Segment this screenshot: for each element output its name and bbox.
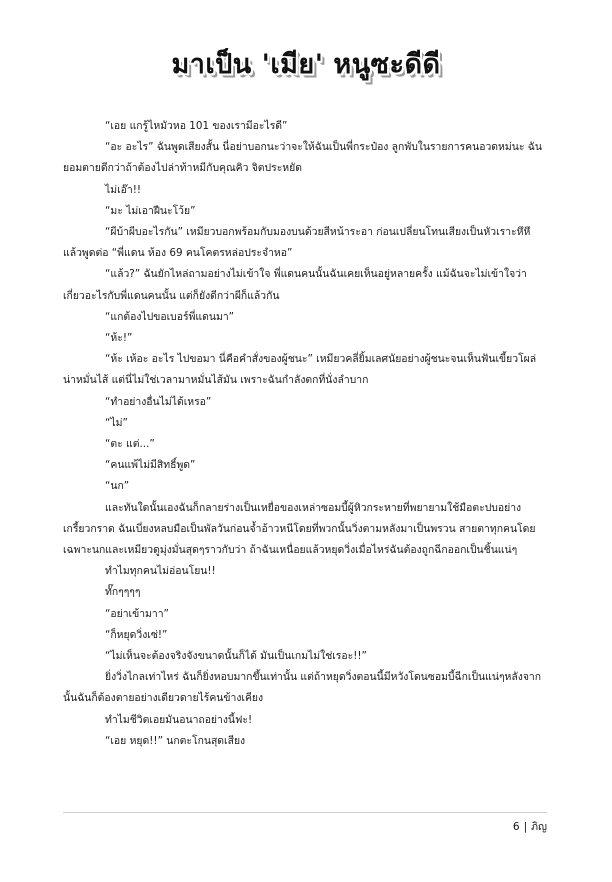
paragraph: “เอย แกรู้ไหมัวหอ 101 ของเรามีอะไรดี” (105, 120, 288, 132)
paragraph: “เอย หยุด!!” นกตะโกนสุดเสียง (105, 734, 246, 747)
paragraph: “นก” (105, 480, 130, 493)
paragraph: “ห้ะ!” (105, 332, 133, 345)
paragraph: “มะ ไม่เอาฝืนะโว้ย” (105, 204, 196, 217)
paragraph: “แกต้องไปขอเบอร์พี่แดนมา” (105, 310, 235, 323)
story-body (63, 116, 547, 752)
paragraph: ยิ่งวิ่งไกลเท่าไหร่ ฉันก็ยิ่งหอบมากขึ้นเท่านั้น แต่ถ้าหยุดวิ่งตอนนี้มีหวังโดนซอมบี้ฉีกเป็นแน่ๆหลังจากนั้นฉันก็ต้องตายอย่างเดียวดายไร้คนข้างเคียง (63, 671, 542, 705)
paragraph: ไม่เอ๊า!! (105, 183, 142, 196)
page-footer (513, 818, 547, 835)
paragraph: “ทำอย่างอื่นไม่ได้เหรอ” (105, 395, 212, 408)
paragraph: ทำไมทุกคนไม่อ่อนโยน!! (105, 565, 216, 578)
paragraph: “ผีบ้าผีบอะไรกัน” เหมียวบอกพร้อมกับมองบนด้วยสีหน้าระอา ก่อนเปลี่ยนโทนเสียงเป็นหัวเราะหึหึ แล้วพูดต่อ “พี่แดน ห้อง 69 คนโคตรหล่อประจำหอ” (63, 226, 531, 260)
header-title: มาเป็น 'เมีย' หนูซะดีดี (171, 49, 441, 80)
paragraph: ทำไมชีวิตเอยมันอนาถอย่างนี้ฟะ! (105, 713, 253, 726)
paragraph: “คนแพ้ไม่มีสิทธิ์พูด” (105, 459, 196, 472)
paragraph: ทั๊กๆๆๆๆ (105, 586, 141, 599)
paragraph: “อะ อะไร” ฉันพูดเสียงสั้น นี่อย่าบอกนะว่าจะให้ฉันเป็นพี่กระป๋อง ลูกพับในรายการคนอวดหม่นะ ฉันยอมตายดีกว่าถ้าต้องไปล่าท้าหมีกับคุณคิว จิตประหยัด (63, 141, 542, 175)
paragraph: “อย่าเข้ามาา” (105, 607, 169, 620)
paragraph: และทันใดนั้นเองฉันก็กลายร่างเป็นเหยื่อของเหล่าซอมบี้ผู้หิวกระหายที่พยายามใช้มือตะปบอย่างเกรี้ยวกราด ฉันเบี่ยงหลบมือเป็นพัลวันก่อนจ้ำอ้าวหนีโดยที่พวกนั้นวิ่งตามหลังมาเป็นพรวน สายตาทุกคนโดยเฉพาะนกและเหมียวดูมุ่งมั่นสุดๆราวกับว่า ถ้าฉันเหนื่อยแล้วหยุดวิ่งเมื่อไหร่ฉันต้องถูกฉีกออกเป็นชิ้นแน่ๆ (63, 501, 536, 557)
paragraph: “ไม่เห็นจะต้องจริงจังขนาดนั้นก็ได้ มันเป็นเกมไม่ใช่เรอะ!!” (105, 650, 367, 663)
paragraph: “ไม่” (105, 416, 128, 429)
footer-divider (63, 812, 547, 813)
paragraph: “ก็หยุดวิ่งเซ่!” (105, 628, 168, 641)
footer-separator: | (523, 821, 528, 833)
author-name: ภิญ (531, 821, 547, 833)
paragraph: “แล้ว?” ฉันยักไหล่ถามอย่างไม่เข้าใจ พี่แดนคนนั้นฉันเคยเห็นอยู่หลายครั้ง แม้ฉันจะไม่เข้าใจว่าเกี่ยวอะไรกับพี่แดนคนนั้น แต่ก็ยังดีกว่าผีก็แล้วกัน (63, 268, 527, 302)
paragraph: “ห้ะ เห้อะ อะไร ไปขอมา นี่คือคำสั่งของผู้ชนะ” เหมียวคลี่ยิ้มเลศนัยอย่างผู้ชนะจนเห็นฟันเขี้ยวโผล่น่าหมั่นไส้ แต่นี่ไม่ใช่เวลามาหมั่นไส้มัน เพราะฉันกำลังตกที่นั่งลำบาก (63, 353, 537, 387)
page-number: 6 (512, 821, 520, 833)
paragraph: “ตะ แต่...” (105, 438, 155, 451)
chapter-header (0, 42, 612, 85)
